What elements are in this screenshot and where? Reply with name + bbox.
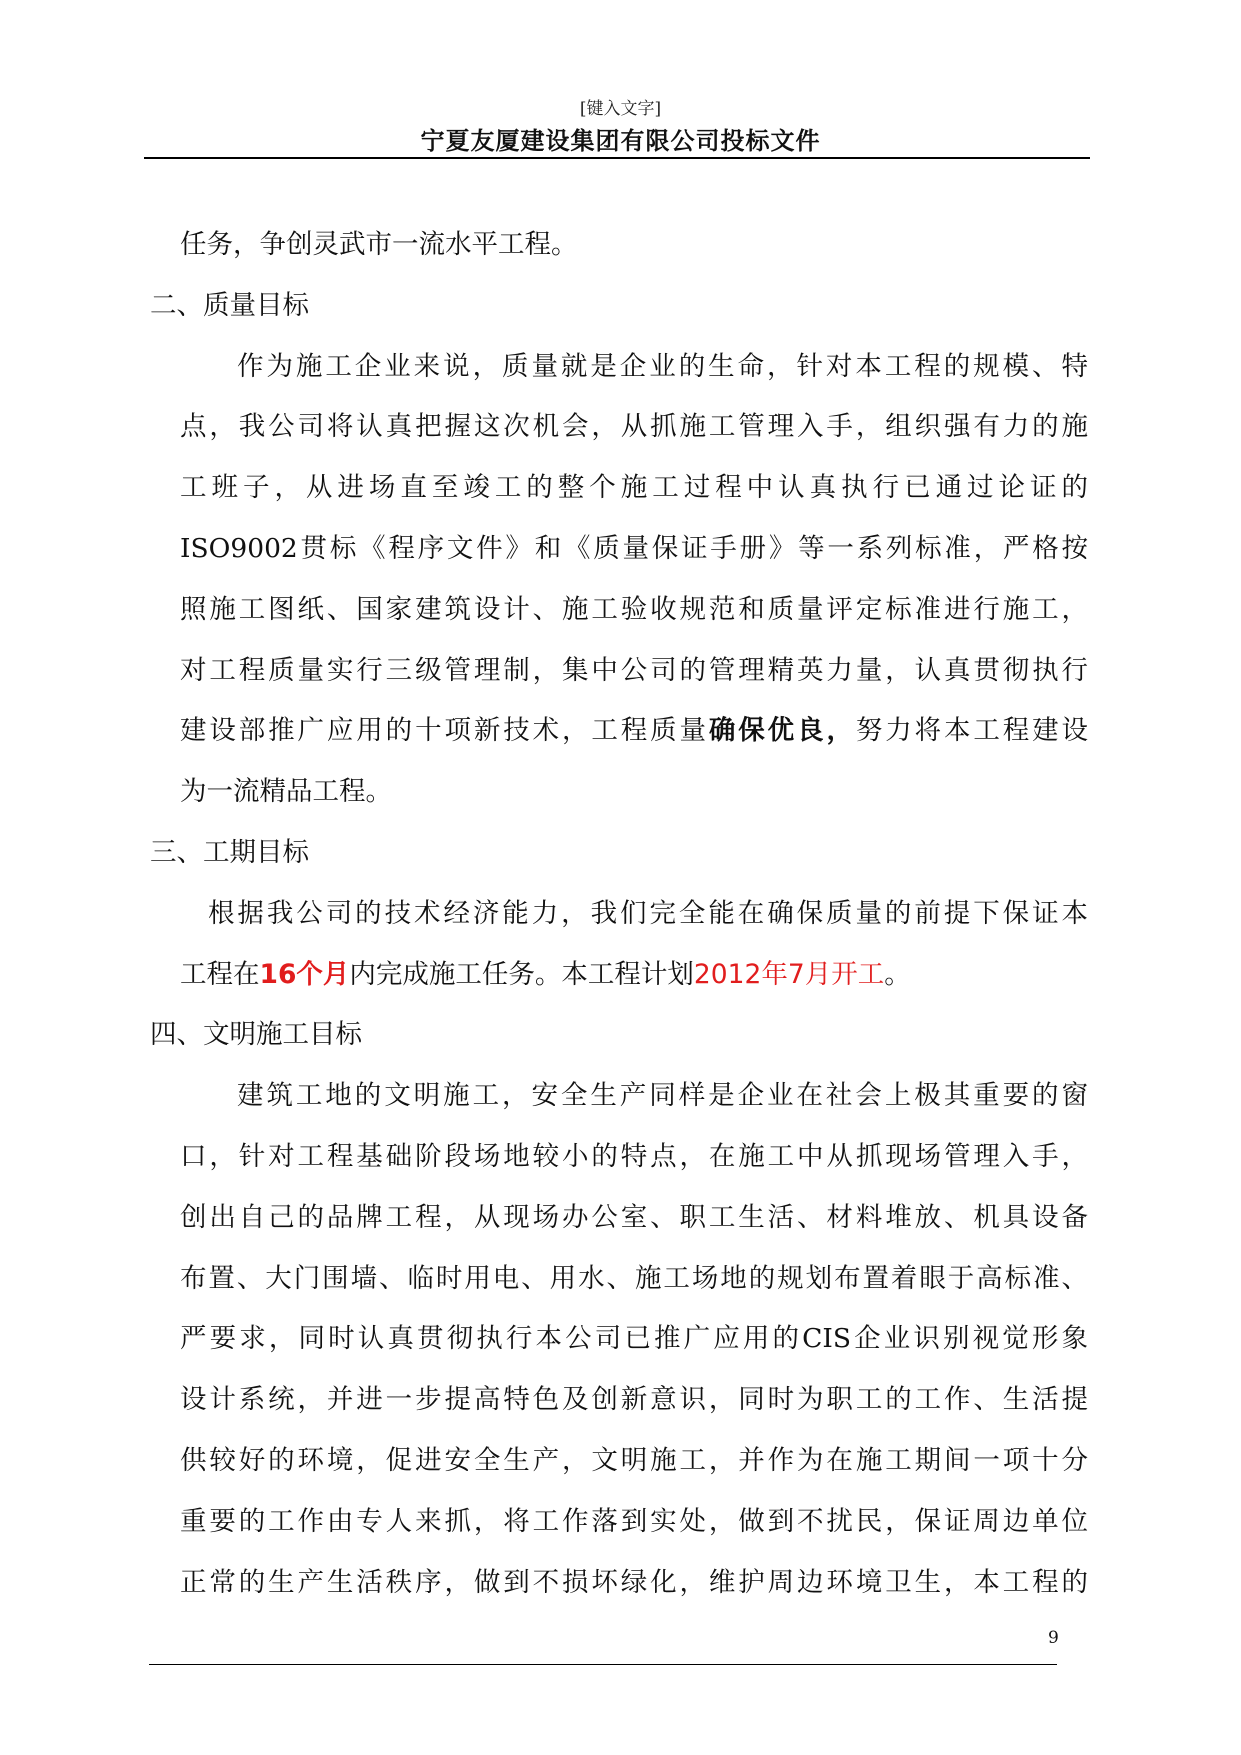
header-placeholder-text: [键入文字]: [579, 99, 662, 119]
paragraph-line: 照施工图纸、国家建筑设计、施工验收规范和质量评定标准进行施工，: [180, 593, 1088, 625]
paragraph-line: 布置、大门围墙、临时用电、用水、施工场地的规划布置着眼于高标准、: [180, 1262, 1088, 1294]
document-body: [150, 215, 1089, 1613]
text-run: 工程在: [180, 958, 260, 990]
paragraph-line: 工班子，从进场直至竣工的整个施工过程中认真执行已通过论证的: [180, 472, 1088, 504]
section-heading-quality: 二、质量目标: [150, 289, 309, 321]
paragraph-line: 对工程质量实行三级管理制，集中公司的管理精英力量，认真贯彻执行: [180, 654, 1088, 686]
paragraph-line: [180, 701, 1088, 762]
paragraph-line: 根据我公司的技术经济能力，我们完全能在确保质量的前提下保证本: [208, 897, 1088, 929]
paragraph-line: 严要求，同时认真贯彻执行本公司已推广应用的CIS企业识别视觉形象: [180, 1323, 1088, 1355]
section-heading-civilized-construction: 四、文明施工目标: [150, 1019, 362, 1051]
text-run: 建设部推广应用的十项新技术，工程质量: [180, 715, 709, 747]
paragraph-line: 建筑工地的文明施工，安全生产同样是企业在社会上极其重要的窗: [237, 1080, 1088, 1112]
bold-emphasis: 确保优良，: [708, 715, 856, 747]
footer-rule: [149, 1664, 1057, 1665]
paragraph-line: 任务，争创灵武市一流水平工程。: [180, 229, 578, 260]
paragraph-line: 供较好的环境，促进安全生产，文明施工，并作为在施工期间一项十分: [180, 1444, 1088, 1476]
paragraph-line: 重要的工作由专人来抓，将工作落到实处，做到不扰民，保证周边单位: [180, 1505, 1088, 1537]
section-heading-schedule: 三、工期目标: [150, 836, 309, 868]
paragraph-line: 为一流精品工程。: [180, 776, 392, 808]
paragraph-line: 口，针对工程基础阶段场地较小的特点，在施工中从抓现场管理入手，: [180, 1140, 1088, 1172]
start-date-highlight: 2012年7月开工: [693, 958, 885, 990]
header-rule: [144, 157, 1090, 159]
page-number: 9: [1048, 1628, 1059, 1648]
paragraph-line: 设计系统，并进一步提高特色及创新意识，同时为职工的工作、生活提: [180, 1384, 1088, 1416]
text-run: 。: [884, 958, 911, 990]
paragraph-line: ISO9002贯标《程序文件》和《质量保证手册》等一系列标准，严格按: [180, 532, 1088, 564]
paragraph-line: 作为施工企业来说，质量就是企业的生命，针对本工程的规模、特: [237, 350, 1088, 382]
paragraph-line: 点，我公司将认真把握这次机会，从抓施工管理入手，组织强有力的施: [180, 411, 1088, 443]
text-run: 内完成施工任务。本工程计划: [349, 958, 694, 990]
header-title: 宁夏友厦建设集团有限公司投标文件: [420, 127, 821, 155]
text-run: 努力将本工程建设: [855, 715, 1089, 747]
duration-highlight: 16个月: [259, 958, 350, 990]
paragraph-line: 正常的生产生活秩序，做到不损坏绿化，维护周边环境卫生，本工程的: [180, 1566, 1088, 1598]
paragraph-line: 创出自己的品牌工程，从现场办公室、职工生活、材料堆放、机具设备: [180, 1201, 1088, 1233]
paragraph-line: [180, 945, 1088, 1006]
